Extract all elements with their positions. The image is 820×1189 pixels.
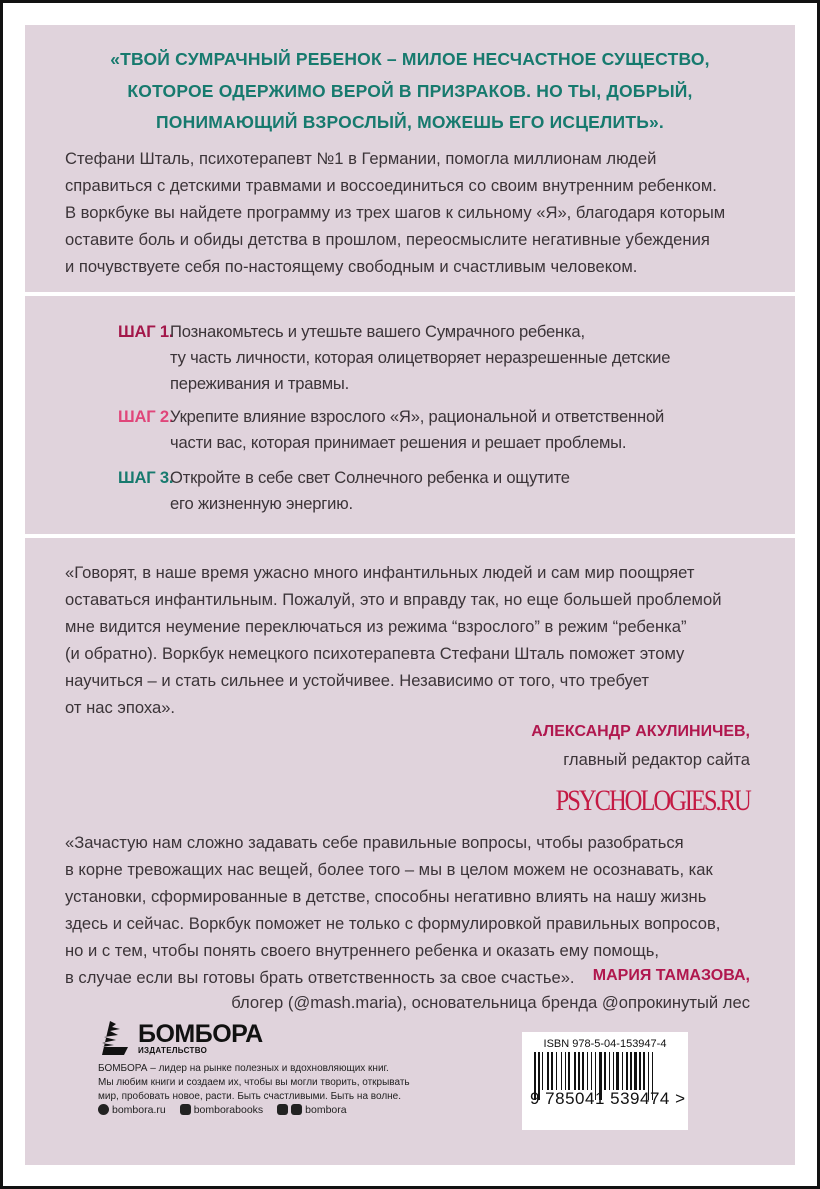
text-line: научиться – и стать сильнее и устойчивее. Независимо от того, что требует (65, 671, 649, 690)
divider (25, 292, 795, 296)
author-role: главный редактор сайта (563, 750, 750, 769)
step-label: ШАГ 2. (118, 407, 174, 426)
text-line: и почувствуете себя по-настоящему свободным и счастливым человеком. (65, 257, 638, 276)
text-line: «Говорят, в наше время ужасно много инфантильных людей и сам мир поощряет (65, 563, 695, 582)
text-line: оставаться инфантильным. Пожалуй, это и вправду так, но еще большей проблемой (65, 590, 722, 609)
text-line: от нас эпоха». (65, 698, 176, 717)
link-text: bombora.ru (112, 1104, 166, 1116)
step-line: части вас, которая принимает решения и решает проблемы. (170, 433, 627, 452)
step-label: ШАГ 3. (118, 468, 174, 487)
text-line: оставите боль и обиды детства в прошлом, переосмыслите негативные убеждения (65, 230, 710, 249)
step-3 (118, 465, 570, 517)
vk-icon (180, 1104, 191, 1115)
text-line: установки, сформированные в детстве, способны негативно влиять на нашу жизнь (65, 887, 707, 906)
text-line: но и с тем, чтобы понять своего внутреннего ребенка и оказать ему помощь, (65, 941, 659, 960)
barcode-bar (565, 1052, 566, 1090)
barcode-bar (547, 1052, 549, 1090)
text-line: мир, пробовать новое, расти. Быть счастливыми. Быть на волне. (98, 1091, 402, 1102)
step-text: Познакомьтесь и утешьте вашего Сумрачного ребенка, (170, 322, 585, 341)
barcode-bar (634, 1052, 637, 1090)
step-label: ШАГ 1. (118, 322, 174, 341)
publisher-links (98, 1104, 347, 1116)
isbn-label: ISBN 978-5-04-153947-4 (543, 1038, 667, 1050)
barcode-bar (556, 1052, 557, 1090)
publisher-description (98, 1062, 410, 1104)
telegram-icon (291, 1104, 302, 1115)
step-text: Откройте в себе свет Солнечного ребенка и ощутите (170, 468, 570, 487)
text-line: (и обратно). Воркбук немецкого психотерапевта Стефани Шталь поможет этому (65, 644, 685, 663)
text-line: в корне тревожащих нас вещей, более того – мы в целом можем не осознавать, как (65, 860, 713, 879)
text-line: «ТВОЙ СУМРАЧНЫЙ РЕБЕНОК – МИЛОЕ НЕСЧАСТНОЕ СУЩЕСТВО, (110, 49, 710, 69)
text-line: справиться с детскими травмами и воссоединиться со своим внутренним ребенком. (65, 176, 717, 195)
psychologies-logo: PSYCHOLOGIES.RU (555, 784, 750, 817)
review-quote-1 (65, 559, 721, 721)
globe-icon (98, 1104, 109, 1115)
link-text: bomborabooks (193, 1104, 264, 1116)
review-author-2 (231, 967, 750, 1013)
author-name: МАРИЯ ТАМАЗОВА, (592, 967, 750, 984)
barcode-bar (591, 1052, 592, 1090)
step-text: Укрепите влияние взрослого «Я», рациональной и ответственной (170, 407, 665, 426)
publisher-logo (98, 1020, 263, 1056)
isbn-barcode (522, 1032, 688, 1130)
barcode-bar (622, 1052, 623, 1090)
author-role: блогер (@mash.maria), основательница бренда @опрокинутый лес (231, 993, 750, 1012)
review-author-1 (531, 723, 750, 770)
step-2 (118, 404, 664, 456)
barcode-bar (643, 1052, 645, 1090)
step-line (118, 465, 570, 491)
barcode-bar (613, 1052, 614, 1090)
step-line (118, 319, 670, 345)
barcode-bar (587, 1052, 588, 1090)
publisher-name: БОМБОРА (138, 1019, 263, 1048)
link-text: bombora (305, 1104, 347, 1116)
text-line: В воркбуке вы найдете программу из трех шагов к сильному «Я», благодаря которым (65, 203, 726, 222)
isbn-digits: 9 785041 539474 > (530, 1089, 686, 1108)
text-line: БОМБОРА – лидер на рынке полезных и вдохновляющих книг. (98, 1063, 389, 1074)
text-line: КОТОРОЕ ОДЕРЖИМО ВЕРОЙ В ПРИЗРАКОВ. НО ТЫ, ДОБРЫЙ, (127, 80, 693, 101)
barcode-bar (626, 1052, 628, 1090)
publisher-sub: ИЗДАТЕЛЬСТВО (138, 1045, 208, 1055)
text-line: Мы любим книги и создаем их, чтобы вы могли творить, открывать (98, 1077, 410, 1088)
plus-icon (277, 1104, 288, 1115)
barcode-bar (609, 1052, 610, 1090)
divider (25, 534, 795, 538)
barcode-bar (582, 1052, 584, 1090)
step-line: его жизненную энергию. (170, 494, 353, 513)
text-line: здесь и сейчас. Воркбук поможет не только с формулировкой правильных вопросов, (65, 914, 721, 933)
step-line: переживания и травмы. (170, 374, 350, 393)
text-line: Стефани Шталь, психотерапевт №1 в Германии, помогла миллионам людей (65, 149, 657, 168)
text-line: «Зачастую нам сложно задавать себе правильные вопросы, чтобы разобраться (65, 833, 684, 852)
barcode-bar (551, 1052, 553, 1090)
text-line: мне видится неумение переключаться из режима “взрослого” в режим “ребенка” (65, 617, 687, 636)
step-line: ту часть личности, которая олицетворяет неразрешенные детские (170, 348, 671, 367)
headline-quote (0, 44, 820, 139)
barcode-bar (604, 1052, 606, 1090)
step-1 (118, 319, 670, 397)
social-link[interactable] (277, 1104, 346, 1116)
barcode-bar (616, 1052, 619, 1090)
vk-link[interactable] (180, 1104, 263, 1116)
author-name: АЛЕКСАНДР АКУЛИНИЧЕВ, (531, 723, 750, 740)
barcode-bar (568, 1052, 570, 1090)
intro-paragraph (65, 145, 725, 280)
barcode-bar (639, 1052, 641, 1090)
step-line (118, 404, 664, 430)
barcode-bar (542, 1052, 543, 1090)
website-link[interactable] (98, 1104, 166, 1116)
barcode-bar (578, 1052, 580, 1090)
barcode-bar (630, 1052, 632, 1090)
barcode-bar (574, 1052, 576, 1090)
text-line: в случае если вы готовы брать ответственность за свое счастье». (65, 968, 575, 987)
barcode-bar (561, 1052, 562, 1090)
bombora-emblem-icon (98, 1020, 132, 1056)
text-line: ПОНИМАЮЩИЙ ВЗРОСЛЫЙ, МОЖЕШЬ ЕГО ИСЦЕЛИТЬ». (156, 112, 664, 132)
